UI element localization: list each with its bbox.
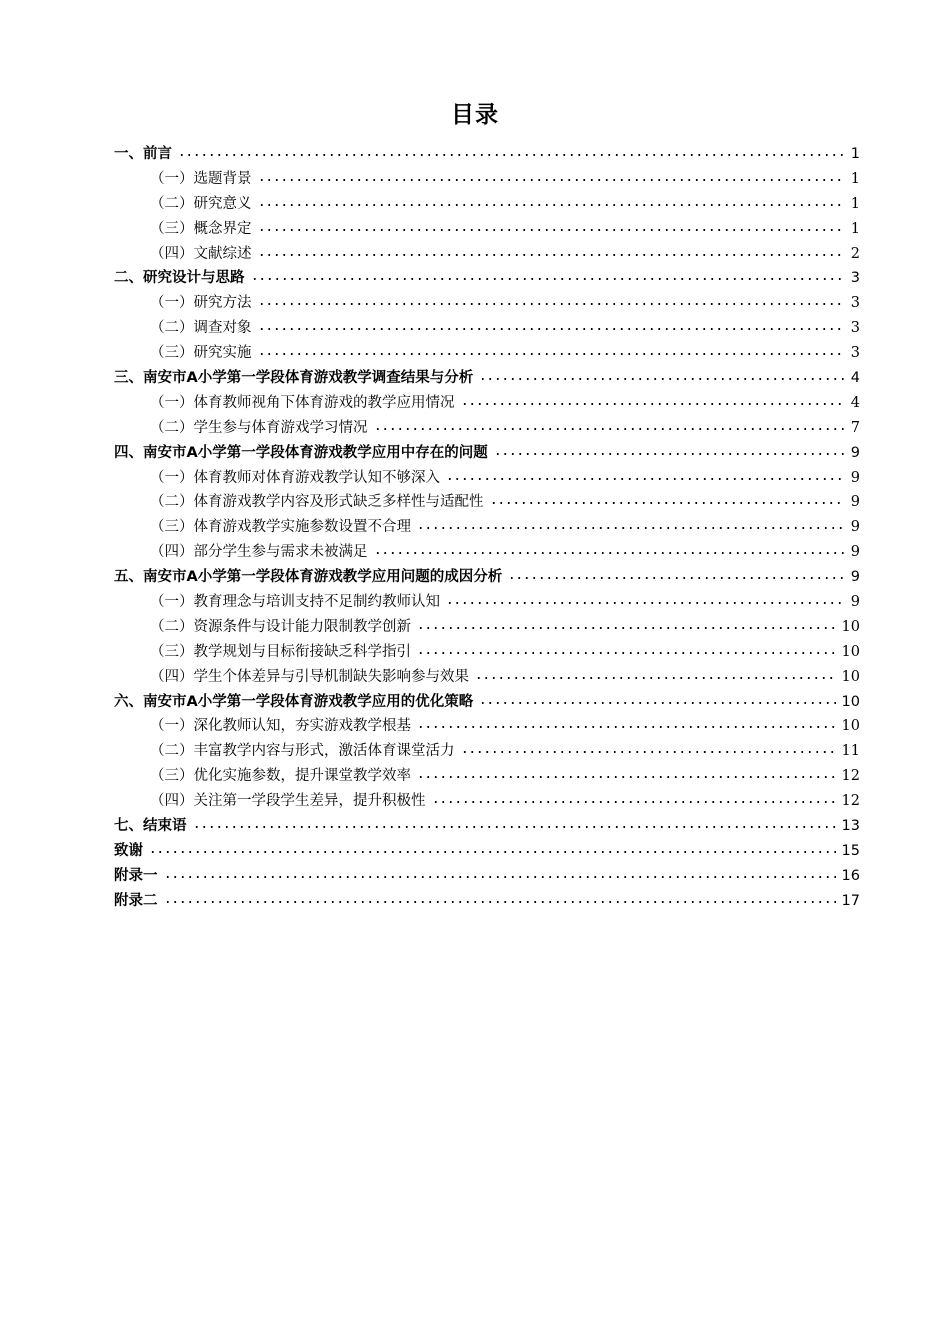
toc-entry-label: （一）体育教师对体育游戏教学认知不够深入 [150, 469, 440, 486]
toc-dot-leader [374, 551, 845, 555]
toc-entry-section[interactable] [114, 242, 860, 267]
toc-entry-section[interactable] [114, 615, 860, 640]
toc-dot-leader [417, 775, 836, 779]
toc-entry-section[interactable] [114, 192, 860, 217]
toc-entry-page-number: 7 [850, 419, 860, 436]
toc-dot-leader [446, 477, 844, 481]
toc-entry-page-number: 12 [841, 793, 860, 810]
toc-dot-leader [417, 725, 836, 729]
toc-dot-leader [178, 153, 844, 157]
toc-entry-page-number: 10 [841, 718, 860, 735]
toc-dot-leader [258, 352, 845, 356]
toc-entry-section[interactable] [114, 714, 860, 739]
toc-entry-page-number: 9 [850, 594, 860, 611]
toc-entry-label: 一、前言 [114, 146, 172, 162]
toc-dot-leader [417, 651, 836, 655]
toc-entry-page-number: 10 [841, 693, 860, 710]
toc-entry-label: （三）优化实施参数，提升课堂教学效率 [150, 768, 411, 785]
toc-dot-leader [461, 402, 845, 406]
toc-entry-page-number: 3 [850, 270, 860, 287]
toc-entry-label: （四）关注第一学段学生差异，提升积极性 [150, 793, 426, 810]
toc-entry-page-number: 3 [850, 320, 860, 337]
toc-entry-label: （二）研究意义 [150, 195, 252, 212]
toc-entry-label: 七、结束语 [114, 818, 187, 835]
toc-list [114, 142, 860, 914]
toc-dot-leader [258, 203, 845, 207]
toc-entry-section[interactable] [114, 540, 860, 565]
toc-entry-label: （三）研究实施 [150, 345, 252, 362]
toc-dot-leader [432, 800, 836, 804]
toc-entry-label: （二）学生参与体育游戏学习情况 [150, 419, 368, 436]
toc-entry-page-number: 9 [850, 569, 860, 586]
toc-entry-page-number: 10 [841, 643, 860, 660]
toc-entry-label: （一）体育教师视角下体育游戏的教学应用情况 [150, 394, 455, 411]
toc-entry-page-number: 9 [850, 544, 860, 561]
toc-entry-label: （四）学生个体差异与引导机制缺失影响参与效果 [150, 668, 469, 685]
toc-entry-section[interactable] [114, 490, 860, 515]
toc-entry-page-number: 1 [850, 195, 860, 212]
toc-entry-label: （二）资源条件与设计能力限制教学创新 [150, 618, 411, 635]
toc-entry-section[interactable] [114, 764, 860, 789]
toc-entry-page-number: 15 [841, 842, 860, 859]
toc-entry-chapter[interactable] [114, 864, 860, 889]
toc-entry-chapter[interactable] [114, 565, 860, 590]
toc-entry-page-number: 17 [841, 892, 860, 909]
toc-entry-section[interactable] [114, 316, 860, 341]
toc-entry-chapter[interactable] [114, 814, 860, 839]
toc-entry-label: （一）研究方法 [150, 295, 252, 312]
toc-entry-page-number: 9 [850, 494, 860, 511]
toc-entry-page-number: 9 [850, 444, 860, 461]
toc-entry-page-number: 13 [841, 818, 860, 835]
toc-entry-label: 三、南安市A小学第一学段体育游戏教学调查结果与分析 [114, 370, 474, 387]
toc-entry-section[interactable] [114, 466, 860, 491]
toc-entry-label: （一）深化教师认知，夯实游戏教学根基 [150, 718, 411, 735]
toc-entry-section[interactable] [114, 789, 860, 814]
toc-entry-label: 六、南安市A小学第一学段体育游戏教学应用的优化策略 [114, 693, 474, 710]
toc-entry-page-number: 4 [850, 370, 860, 387]
toc-entry-page-number: 4 [850, 394, 860, 411]
toc-entry-label: （一）选题背景 [150, 170, 252, 187]
toc-entry-label: 附录一 [114, 867, 158, 884]
toc-entry-label: 附录二 [114, 892, 158, 909]
toc-entry-label: （二）体育游戏教学内容及形式缺乏多样性与适配性 [150, 494, 484, 511]
toc-entry-label: （二）调查对象 [150, 320, 252, 337]
toc-entry-page-number: 1 [850, 146, 860, 162]
toc-dot-leader [258, 253, 845, 257]
toc-entry-page-number: 10 [841, 668, 860, 685]
toc-entry-section[interactable] [114, 391, 860, 416]
toc-dot-leader [164, 900, 836, 904]
toc-entry-chapter[interactable] [114, 690, 860, 715]
toc-entry-section[interactable] [114, 167, 860, 192]
toc-entry-page-number: 11 [841, 743, 860, 760]
toc-entry-page-number: 3 [850, 295, 860, 312]
toc-entry-section[interactable] [114, 291, 860, 316]
toc-dot-leader [417, 526, 844, 530]
toc-entry-chapter[interactable] [114, 266, 860, 291]
toc-entry-label: 四、南安市A小学第一学段体育游戏教学应用中存在的问题 [114, 444, 488, 461]
toc-entry-label: 五、南安市A小学第一学段体育游戏教学应用问题的成因分析 [114, 569, 503, 586]
toc-dot-leader [251, 277, 845, 281]
toc-entry-page-number: 10 [841, 618, 860, 635]
toc-dot-leader [494, 452, 844, 456]
toc-dot-leader [258, 228, 845, 232]
toc-entry-page-number: 3 [850, 345, 860, 362]
toc-entry-chapter[interactable] [114, 839, 860, 864]
toc-dot-leader [479, 701, 835, 705]
toc-entry-section[interactable] [114, 665, 860, 690]
toc-dot-leader [490, 501, 845, 505]
toc-entry-section[interactable] [114, 515, 860, 540]
toc-dot-leader [417, 626, 836, 630]
toc-entry-chapter[interactable] [114, 441, 860, 466]
toc-entry-chapter[interactable] [114, 142, 860, 167]
toc-entry-section[interactable] [114, 416, 860, 441]
toc-entry-label: （三）体育游戏教学实施参数设置不合理 [150, 519, 411, 536]
toc-entry-page-number: 1 [850, 220, 860, 237]
toc-entry-label: （一）教育理念与培训支持不足制约教师认知 [150, 594, 440, 611]
toc-dot-leader [374, 427, 845, 431]
toc-entry-label: 二、研究设计与思路 [114, 270, 245, 287]
toc-dot-leader [461, 750, 836, 754]
toc-dot-leader [258, 302, 845, 306]
toc-entry-section[interactable] [114, 590, 860, 615]
toc-dot-leader [258, 327, 845, 331]
toc-entry-section[interactable] [114, 739, 860, 764]
toc-dot-leader [475, 676, 836, 680]
toc-entry-chapter[interactable] [114, 366, 860, 391]
toc-dot-leader [149, 850, 836, 854]
toc-entry-label: （二）丰富教学内容与形式，激活体育课堂活力 [150, 743, 455, 760]
toc-dot-leader [164, 875, 836, 879]
toc-entry-label: （三）概念界定 [150, 220, 252, 237]
toc-entry-section[interactable] [114, 341, 860, 366]
toc-entry-page-number: 1 [850, 170, 860, 187]
toc-dot-leader [479, 377, 844, 381]
toc-entry-page-number: 2 [850, 245, 860, 262]
toc-entry-label: （三）教学规划与目标衔接缺乏科学指引 [150, 643, 411, 660]
toc-entry-label: （四）部分学生参与需求未被满足 [150, 544, 368, 561]
toc-dot-leader [258, 178, 845, 182]
toc-entry-label: （四）文献综述 [150, 245, 252, 262]
toc-title: 目录 [451, 102, 499, 128]
toc-entry-chapter[interactable] [114, 889, 860, 914]
toc-entry-page-number: 16 [841, 867, 860, 884]
toc-dot-leader [446, 601, 844, 605]
toc-entry-label: 致谢 [114, 842, 143, 859]
toc-entry-section[interactable] [114, 217, 860, 242]
toc-entry-page-number: 9 [850, 469, 860, 486]
toc-entry-page-number: 12 [841, 768, 860, 785]
toc-dot-leader [508, 576, 844, 580]
toc-entry-section[interactable] [114, 640, 860, 665]
toc-dot-leader [193, 825, 836, 829]
toc-entry-page-number: 9 [850, 519, 860, 536]
